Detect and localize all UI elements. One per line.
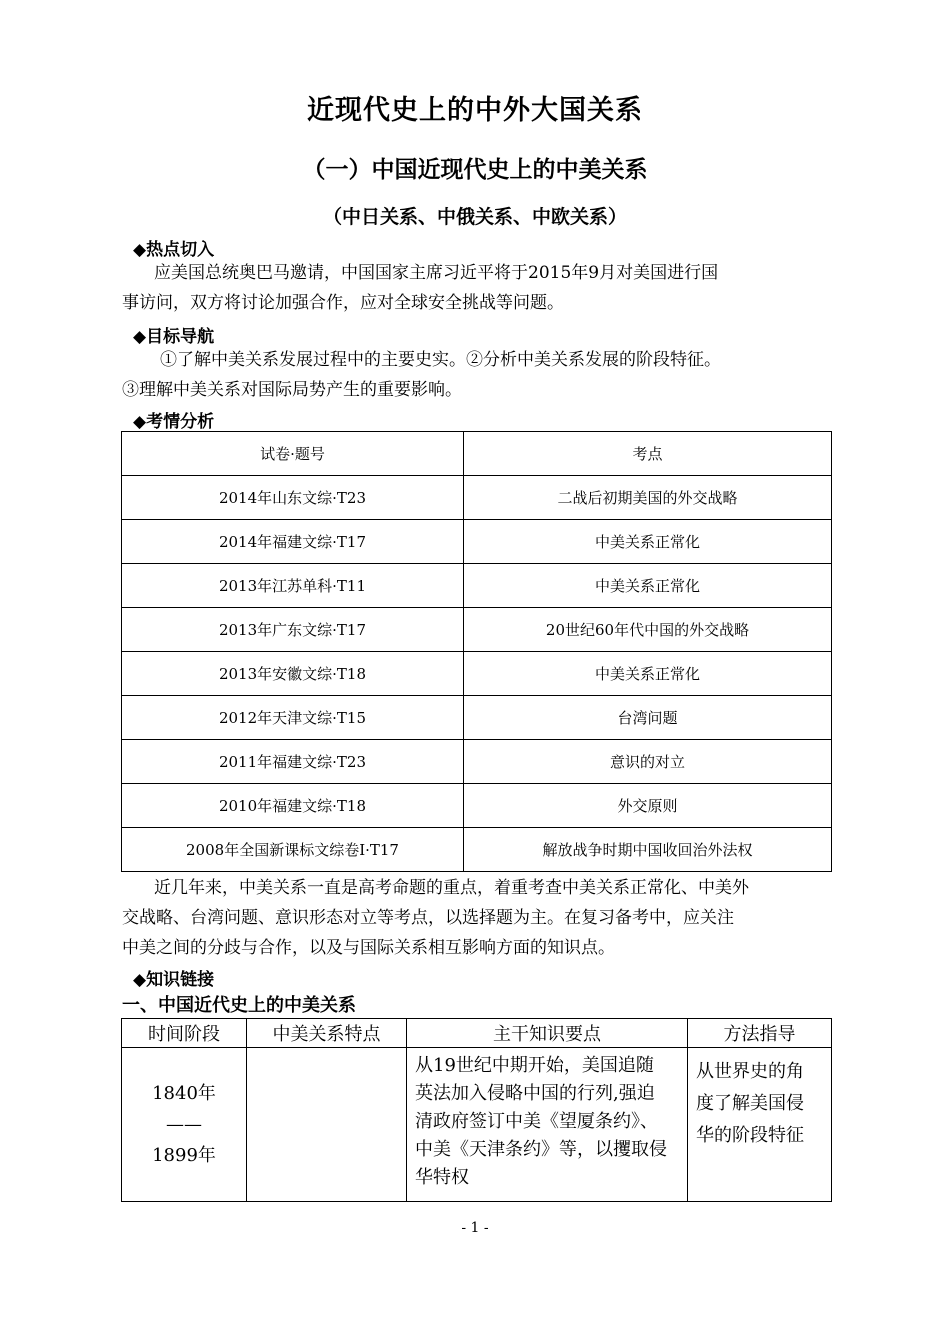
table-header-cell: 时间阶段 (122, 1019, 247, 1048)
table-row (122, 564, 832, 608)
exam-paper-cell: 2013年广东文综·T17 (122, 608, 464, 652)
cell-line: 从世界史的角 (696, 1061, 804, 1082)
cell-line: 度了解美国侵 (696, 1093, 804, 1114)
table-row (122, 476, 832, 520)
paragraph-line: 交战略、台湾问题、意识形态对立等考点，以选择题为主。在复习备考中，应关注 (122, 908, 734, 928)
table-header-cell: 主干知识要点 (407, 1019, 688, 1048)
method-cell (688, 1048, 832, 1202)
table-header-cell: 中美关系特点 (247, 1019, 407, 1048)
table-header-row (122, 432, 832, 476)
exam-topic-cell: 台湾问题 (464, 696, 832, 740)
paragraph-line: 中美之间的分歧与合作，以及与国际关系相互影响方面的知识点。 (122, 938, 615, 958)
hotspot-paragraph (122, 258, 834, 318)
exam-topic-cell: 中美关系正常化 (464, 520, 832, 564)
cell-line: 华的阶段特征 (696, 1125, 804, 1146)
period-cell (122, 1048, 247, 1202)
document-subtitle: （一）中国近现代史上的中美关系 (302, 157, 648, 183)
exam-paper-cell: 2014年山东文综·T23 (122, 476, 464, 520)
table-row (122, 652, 832, 696)
goals-paragraph (122, 345, 834, 405)
table-header-cell: 方法指导 (688, 1019, 832, 1048)
table-row (122, 828, 832, 872)
table-header-cell: 试卷·题号 (122, 432, 464, 476)
goals-heading: ◆目标导航 (133, 327, 215, 347)
exam-paper-cell: 2012年天津文综·T15 (122, 696, 464, 740)
hotspot-heading: ◆热点切入 (133, 240, 215, 260)
paragraph-line: 应美国总统奥巴马邀请，中国国家主席习近平将于2015年9月对美国进行国 (154, 263, 719, 283)
exam-topic-cell: 20世纪60年代中国的外交战略 (464, 608, 832, 652)
exam-topic-cell: 解放战争时期中国收回治外法权 (464, 828, 832, 872)
period-dash: —— (166, 1114, 202, 1135)
cell-line: 华特权 (415, 1167, 469, 1188)
exam-topic-cell: 中美关系正常化 (464, 652, 832, 696)
exam-analysis-table (121, 431, 832, 872)
knowledge-heading: ◆知识链接 (133, 970, 215, 990)
paragraph-line: ③理解中美关系对国际局势产生的重要影响。 (122, 380, 462, 400)
exam-paper-cell: 2013年江苏单科·T11 (122, 564, 464, 608)
document-sub-subtitle: （中日关系、中俄关系、中欧关系） (322, 206, 627, 228)
paragraph-line: ①了解中美关系发展过程中的主要史实。②分析中美关系发展的阶段特征。 (160, 350, 721, 370)
page-number: - 1 - (461, 1220, 489, 1236)
feature-cell (247, 1048, 407, 1202)
paragraph-line: 近几年来，中美关系一直是高考命题的重点，着重考查中美关系正常化、中美外 (154, 878, 749, 898)
period-start: 1840年 (152, 1083, 216, 1104)
cell-line: 中美《天津条约》等，以攫取侵 (415, 1139, 667, 1160)
exam-topic-cell: 外交原则 (464, 784, 832, 828)
exam-paper-cell: 2013年安徽文综·T18 (122, 652, 464, 696)
table-row (122, 740, 832, 784)
table-header-row (122, 1019, 832, 1048)
exam-topic-cell: 意识的对立 (464, 740, 832, 784)
table-header-cell: 考点 (464, 432, 832, 476)
exam-topic-cell: 中美关系正常化 (464, 564, 832, 608)
exam-paper-cell: 2008年全国新课标文综卷Ⅰ·T17 (122, 828, 464, 872)
exam-paper-cell: 2010年福建文综·T18 (122, 784, 464, 828)
table-row (122, 520, 832, 564)
knowledge-points-cell (407, 1048, 688, 1202)
exam-heading: ◆考情分析 (133, 412, 215, 432)
document-title: 近现代史上的中外大国关系 (307, 95, 643, 126)
cell-line: 英法加入侵略中国的行列,强迫 (415, 1083, 655, 1104)
exam-paper-cell: 2011年福建文综·T23 (122, 740, 464, 784)
exam-topic-cell: 二战后初期美国的外交战略 (464, 476, 832, 520)
table-row (122, 608, 832, 652)
period-end: 1899年 (152, 1145, 216, 1166)
exam-paper-cell: 2014年福建文综·T17 (122, 520, 464, 564)
cell-line: 从19世纪中期开始，美国追随 (415, 1055, 654, 1076)
knowledge-subheading: 一、中国近代史上的中美关系 (122, 995, 356, 1016)
knowledge-table (121, 1018, 832, 1202)
table-row (122, 1048, 832, 1202)
exam-summary-paragraph (122, 873, 834, 963)
cell-line: 清政府签订中美《望厦条约》、 (415, 1111, 658, 1132)
paragraph-line: 事访问，双方将讨论加强合作，应对全球安全挑战等问题。 (122, 293, 564, 313)
table-row (122, 696, 832, 740)
table-row (122, 784, 832, 828)
